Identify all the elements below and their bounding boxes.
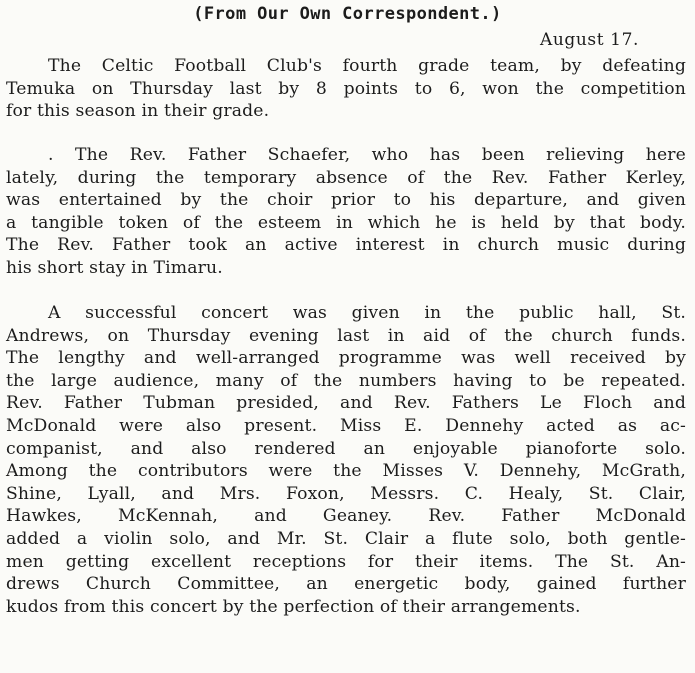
text-line: for this season in their grade. <box>6 101 270 122</box>
text-line: Hawkes, McKennah, and Geaney. Rev. Father McDonald <box>6 506 686 527</box>
text-line: A successful concert was given in the public hall, St. <box>48 303 686 323</box>
paragraph-father-schaefer <box>6 144 686 280</box>
text-line: Among the contributors were the Misses V. Dennehy, McGrath, <box>6 461 686 482</box>
text-line: The Celtic Football Club's fourth grade team, by defeating <box>48 56 686 76</box>
text-line: men getting excellent receptions for their items. The St. An- <box>6 551 686 572</box>
text-line: lately, during the temporary absence of the Rev. Father Kerley, <box>6 167 686 188</box>
dateline: August 17. <box>539 30 639 50</box>
text-line: Rev. Father Tubman presided, and Rev. Fathers Le Floch and <box>6 393 686 414</box>
text-line: a tangible token of the esteem in which he is held by that body. <box>6 212 686 233</box>
text-line: McDonald were also present. Miss E. Dennehy acted as ac- <box>6 415 686 436</box>
text-line: The Rev. Father took an active interest in church music during <box>6 235 686 256</box>
text-line: drews Church Committee, an energetic body, gained further <box>6 574 686 595</box>
text-line: kudos from this concert by the perfection of their arrangements. <box>6 596 581 617</box>
paragraph-football <box>6 55 686 123</box>
text-line: added a violin solo, and Mr. St. Clair a flute solo, both gentle- <box>6 528 686 549</box>
text-line: companist, and also rendered an enjoyable pianoforte solo. <box>6 438 686 459</box>
text-line: Andrews, on Thursday evening last in aid of the church funds. <box>6 325 686 346</box>
text-line: the large audience, many of the numbers having to be repeated. <box>6 370 686 391</box>
text-line: Temuka on Thursday last by 8 points to 6, won the competition <box>6 78 686 99</box>
paragraph-concert <box>6 302 686 618</box>
text-line: Shine, Lyall, and Mrs. Foxon, Messrs. C. Healy, St. Clair, <box>6 483 686 504</box>
text-line: . The Rev. Father Schaefer, who has been relieving here <box>48 145 686 165</box>
text-line: The lengthy and well-arranged programme was well received by <box>6 348 686 369</box>
column-heading: (From Our Own Correspondent.) <box>193 4 502 24</box>
text-line: his short stay in Timaru. <box>6 257 223 278</box>
text-line: was entertained by the choir prior to his departure, and given <box>6 190 686 211</box>
